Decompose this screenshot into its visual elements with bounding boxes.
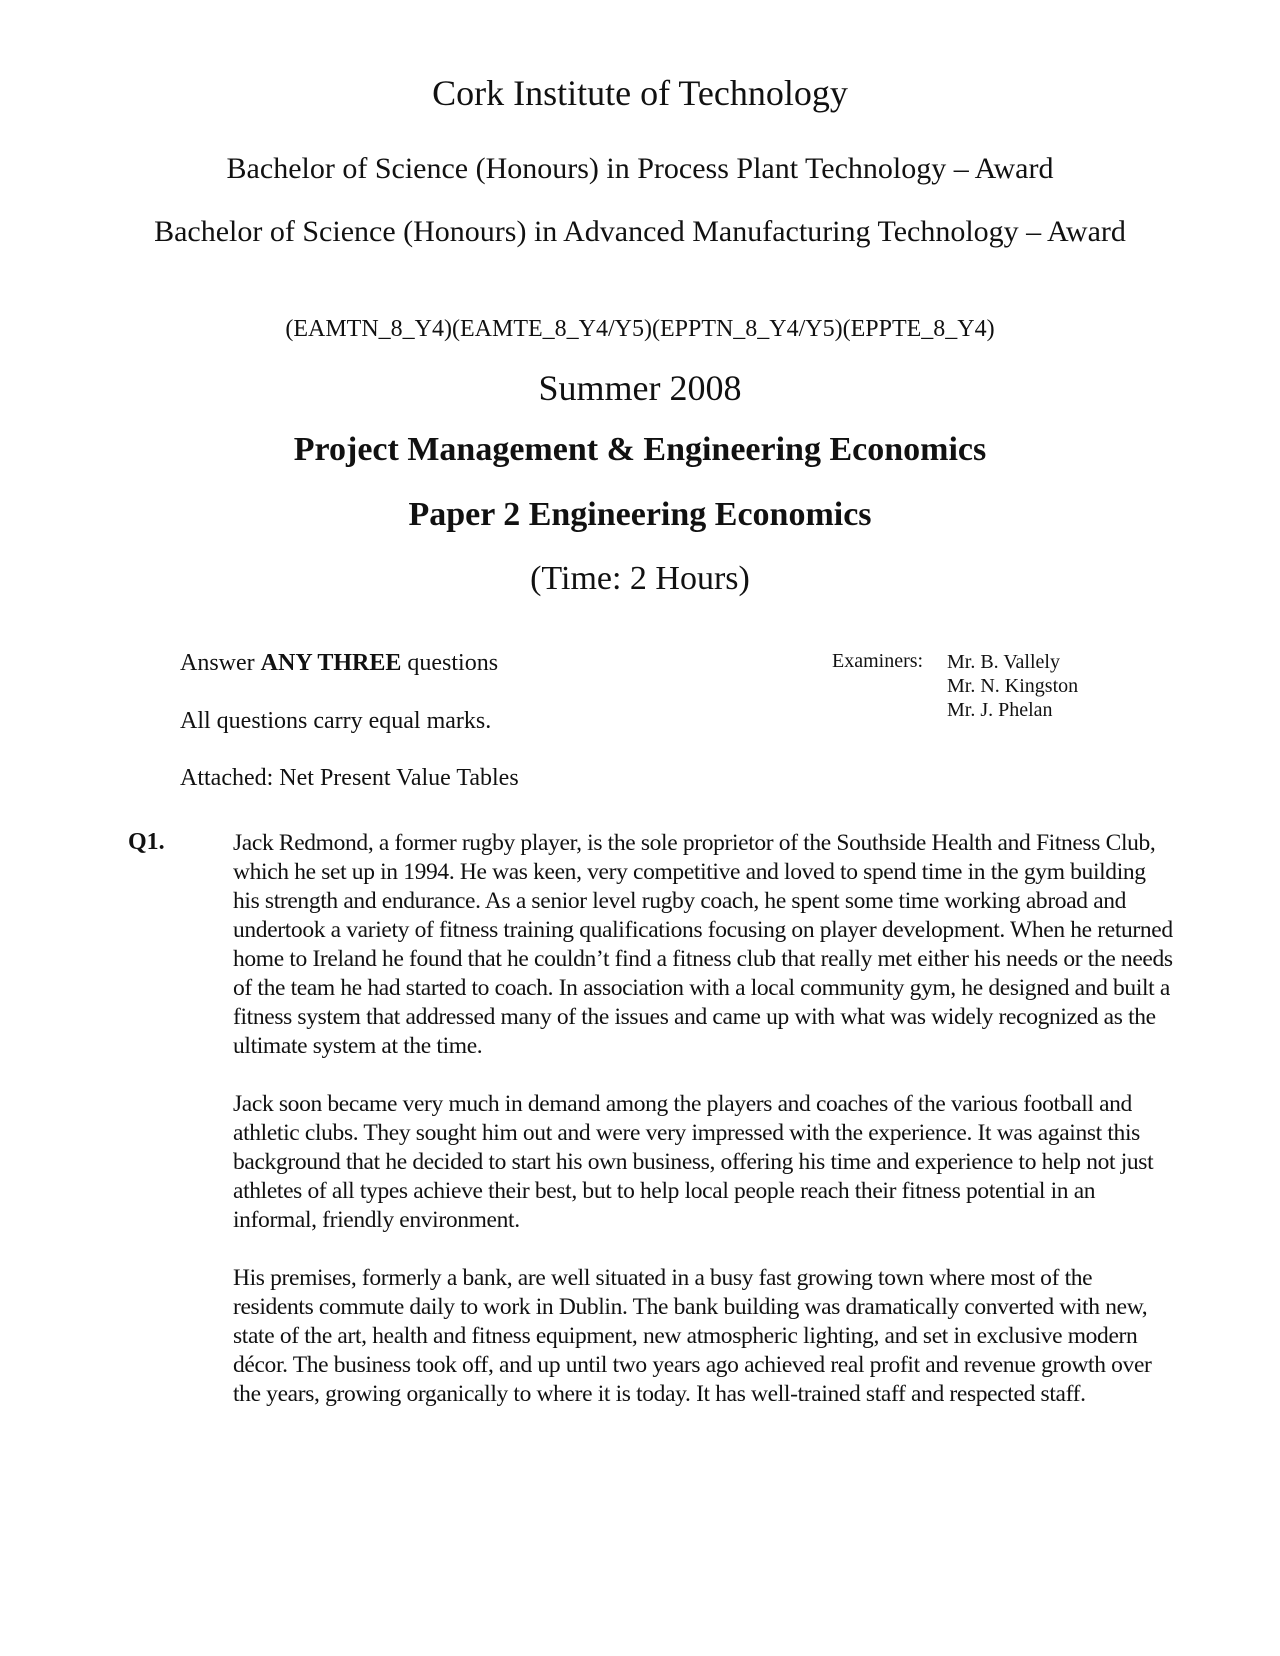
institute-name: Cork Institute of Technology (432, 73, 848, 113)
answer-prefix: Answer (180, 650, 261, 676)
marks-instruction: All questions carry equal marks. (180, 708, 492, 734)
question-body (233, 829, 1173, 1438)
answer-emphasis: ANY THREE (260, 650, 402, 676)
exam-session: Summer 2008 (538, 368, 742, 408)
examiner-name: Mr. N. Kingston (947, 675, 1079, 697)
question-number: Q1. (128, 829, 165, 855)
examiner-name: Mr. J. Phelan (947, 699, 1053, 721)
answer-suffix: questions (401, 650, 499, 676)
module-title: Project Management & Engineering Economics (293, 431, 987, 468)
attached-note: Attached: Net Present Value Tables (180, 765, 519, 791)
answer-instruction (180, 650, 498, 677)
question-paragraph: Jack soon became very much in demand among the players and coaches of the various football and athletic clubs. They sought him out and were very impressed with the experience. It was against this background that he decided to start his own business, offering his time and experience to help not just athletes of all types achieve their best, but to help local people reach their fitness potential in an informal, friendly environment. (233, 1091, 1154, 1233)
exam-duration: (Time: 2 Hours) (530, 560, 750, 597)
question-paragraph: Jack Redmond, a former rugby player, is the sole proprietor of the Southside Health and Fitness Club, which he set up in 1994. He was keen, very competitive and loved to spend time in the gym building his strength and endurance. As a senior level rugby coach, he spent some time working abroad and undertook a variety of fitness training qualifications focusing on player development. When he returned home to Ireland he found that he couldn’t find a fitness club that really met either his needs or the needs of the team he had started to coach. In association with a local community gym, he designed and built a fitness system that addressed many of the issues and came up with what was widely recognized as the ultimate system at the time. (233, 830, 1173, 1059)
examiner-name: Mr. B. Vallely (947, 651, 1060, 673)
examiners-label: Examiners: (832, 650, 924, 672)
programme-title-2: Bachelor of Science (Honours) in Advanced Manufacturing Technology – Award (154, 215, 1126, 248)
programme-title-1: Bachelor of Science (Honours) in Process Plant Technology – Award (226, 152, 1054, 185)
programme-codes: (EAMTN_8_Y4)(EAMTE_8_Y4/Y5)(EPPTN_8_Y4/Y5)(EPPTE_8_Y4) (285, 316, 995, 342)
question-paragraph: His premises, formerly a bank, are well situated in a busy fast growing town where most of the residents commute daily to work in Dublin. The bank building was dramatically converted with new, state of the art, health and fitness equipment, new atmospheric lighting, and set in exclusive modern décor. The business took off, and up until two years ago achieved real profit and revenue growth over the years, growing organically to where it is today. It has well-trained staff and respected staff. (233, 1265, 1152, 1407)
paper-title: Paper 2 Engineering Economics (408, 496, 872, 533)
examiners-list (947, 650, 1078, 722)
